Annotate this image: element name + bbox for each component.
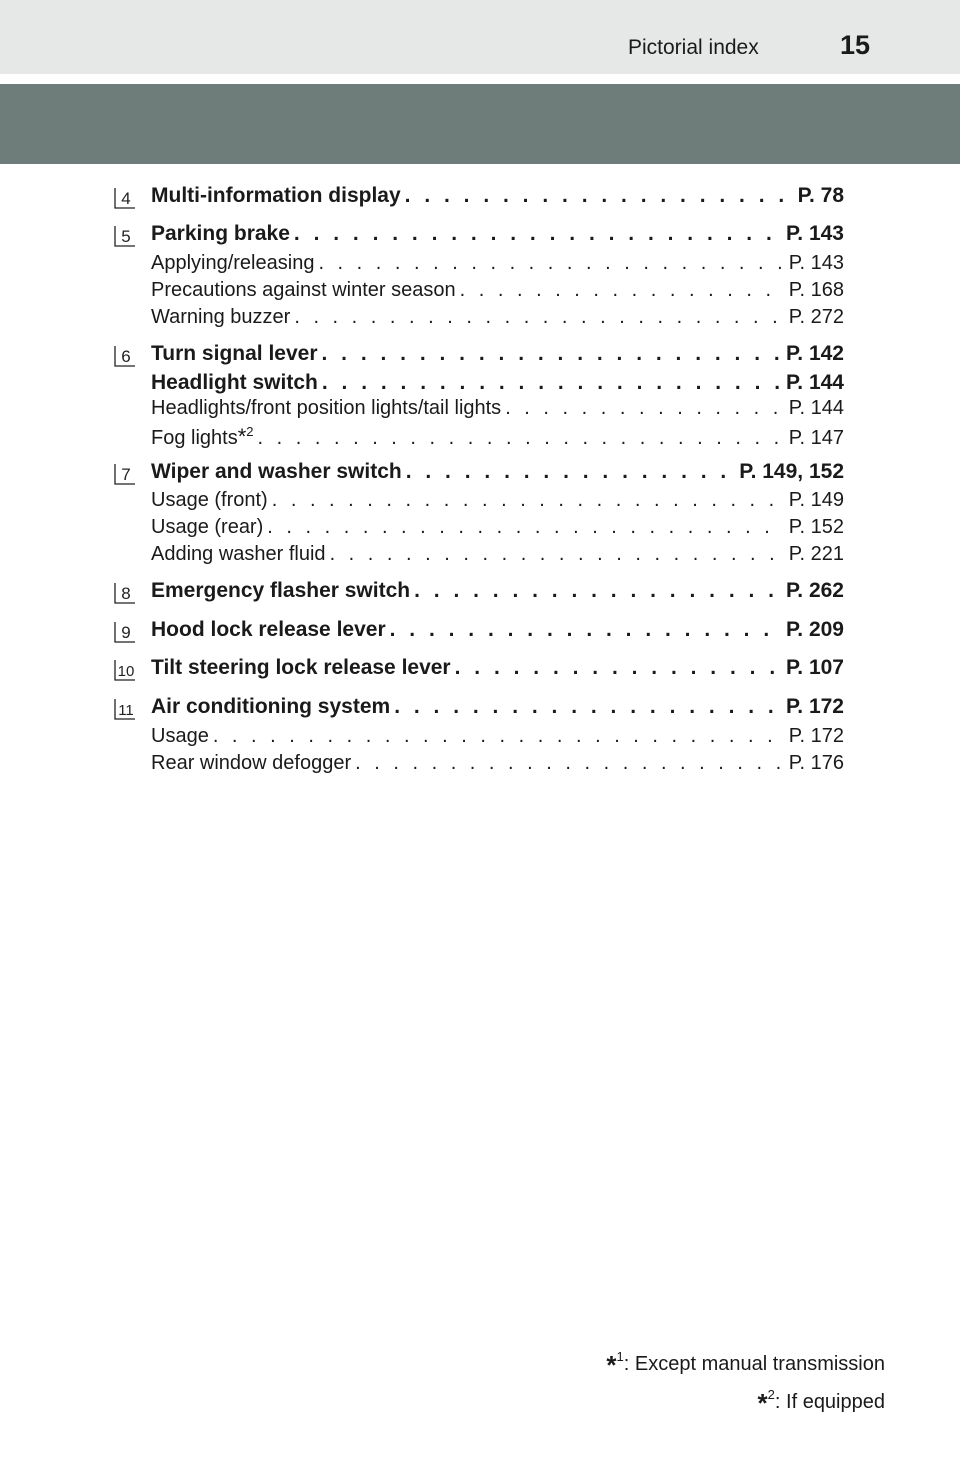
header-strip xyxy=(0,0,960,74)
index-entry-heading xyxy=(151,460,844,486)
leader-dots xyxy=(322,371,782,395)
index-entry-heading xyxy=(151,618,844,644)
leader-dots xyxy=(406,460,736,484)
leader-dots xyxy=(390,618,782,642)
svg-text:10: 10 xyxy=(117,663,135,680)
index-entry-sub xyxy=(151,252,844,278)
entry-label: Emergency flasher switch xyxy=(151,579,411,602)
entry-label: Applying/releasing xyxy=(151,252,315,274)
entry-label: Usage xyxy=(151,725,209,747)
footnotes xyxy=(606,1342,885,1418)
entry-label: Turn signal lever xyxy=(151,342,318,365)
leader-dots xyxy=(213,725,785,748)
page-reference: P. 147 xyxy=(788,427,844,449)
index-entry-sub xyxy=(151,279,844,305)
callout-marker-10 xyxy=(113,658,137,682)
page-reference: P. 168 xyxy=(788,279,844,301)
index-entry-sub xyxy=(151,752,844,778)
leader-dots xyxy=(505,397,785,420)
callout-marker-4 xyxy=(113,186,137,210)
callout-marker-11 xyxy=(113,697,137,721)
entry-label: Air conditioning system xyxy=(151,695,391,718)
page-reference: P. 209 xyxy=(785,618,844,641)
leader-dots xyxy=(405,184,794,208)
index-entry-sub xyxy=(151,543,844,569)
index-entry-sub xyxy=(151,397,844,423)
callout-marker-5 xyxy=(113,224,137,248)
page-reference: P. 149, 152 xyxy=(739,460,844,483)
page-reference: P. 149 xyxy=(788,489,844,511)
entry-label: Parking brake xyxy=(151,222,290,245)
page-reference: P. 221 xyxy=(788,543,844,565)
index-entry-heading xyxy=(151,371,844,397)
callout-marker-9 xyxy=(113,620,137,644)
entry-label: Multi-information display xyxy=(151,184,401,207)
leader-dots xyxy=(414,579,782,603)
entry-label: Wiper and washer switch xyxy=(151,460,402,483)
page-reference: P. 262 xyxy=(785,579,844,602)
entry-label: Headlight switch xyxy=(151,371,318,394)
index-entry-heading xyxy=(151,342,844,368)
footnote-1: *$^1$: Except manual transmission xyxy=(606,1349,885,1380)
callout-marker-6 xyxy=(113,344,137,368)
entry-label: Headlights/front position lights/tail lights xyxy=(151,397,502,419)
leader-dots xyxy=(258,427,785,450)
page-reference: P. 143 xyxy=(788,252,844,274)
index-entry-sub xyxy=(151,725,844,751)
entry-label: Fog lights*$^2$ xyxy=(151,424,254,449)
page-reference: P. 107 xyxy=(785,656,844,679)
index-entry-heading xyxy=(151,222,844,248)
leader-dots xyxy=(294,222,782,246)
svg-text:11: 11 xyxy=(118,702,134,719)
index-entry-heading xyxy=(151,579,844,605)
entry-label: Tilt steering lock release lever xyxy=(151,656,451,679)
page-reference: P. 176 xyxy=(788,752,844,774)
callout-marker-8 xyxy=(113,581,137,605)
page-reference: P. 152 xyxy=(788,516,844,538)
page-reference: P. 272 xyxy=(788,306,844,328)
entry-label: Precautions against winter season xyxy=(151,279,456,301)
svg-text:6: 6 xyxy=(121,347,131,366)
index-entry-sub xyxy=(151,516,844,542)
leader-dots xyxy=(322,342,782,366)
page-number: 15 xyxy=(840,30,871,60)
page-reference: P. 172 xyxy=(785,695,844,718)
leader-dots xyxy=(460,279,785,302)
entry-label: Warning buzzer xyxy=(151,306,291,328)
leader-dots xyxy=(318,252,784,275)
index-entry-sub xyxy=(151,489,844,515)
leader-dots xyxy=(272,489,785,512)
page-reference: P. 172 xyxy=(788,725,844,747)
svg-text:7: 7 xyxy=(121,465,131,484)
svg-text:9: 9 xyxy=(121,623,131,642)
svg-text:5: 5 xyxy=(121,227,131,246)
index-entry-sub xyxy=(151,424,844,450)
page-reference: P. 144 xyxy=(785,371,844,394)
index-entry-heading xyxy=(151,695,844,721)
leader-dots xyxy=(330,543,785,566)
section-title: Pictorial index xyxy=(628,36,759,59)
page-reference: P. 144 xyxy=(788,397,844,419)
svg-text:8: 8 xyxy=(121,584,131,603)
index-entry-heading xyxy=(151,184,844,210)
index-entry-heading xyxy=(151,656,844,682)
leader-dots xyxy=(455,656,782,680)
page-reference: P. 142 xyxy=(785,342,844,365)
page-reference: P. 143 xyxy=(785,222,844,245)
footnote-2: *$^2$: If equipped xyxy=(757,1387,885,1418)
entry-label: Rear window defogger xyxy=(151,752,352,774)
page-reference: P. 78 xyxy=(797,184,844,207)
leader-dots xyxy=(394,695,782,719)
svg-text:4: 4 xyxy=(121,189,131,208)
entry-label: Hood lock release lever xyxy=(151,618,386,641)
leader-dots xyxy=(355,752,785,775)
leader-dots xyxy=(267,516,784,539)
entry-label: Adding washer fluid xyxy=(151,543,326,565)
header-band xyxy=(0,84,960,164)
entry-label: Usage (front) xyxy=(151,489,268,511)
leader-dots xyxy=(294,306,784,329)
index-entry-sub xyxy=(151,306,844,332)
callout-marker-7 xyxy=(113,462,137,486)
entry-label: Usage (rear) xyxy=(151,516,264,538)
